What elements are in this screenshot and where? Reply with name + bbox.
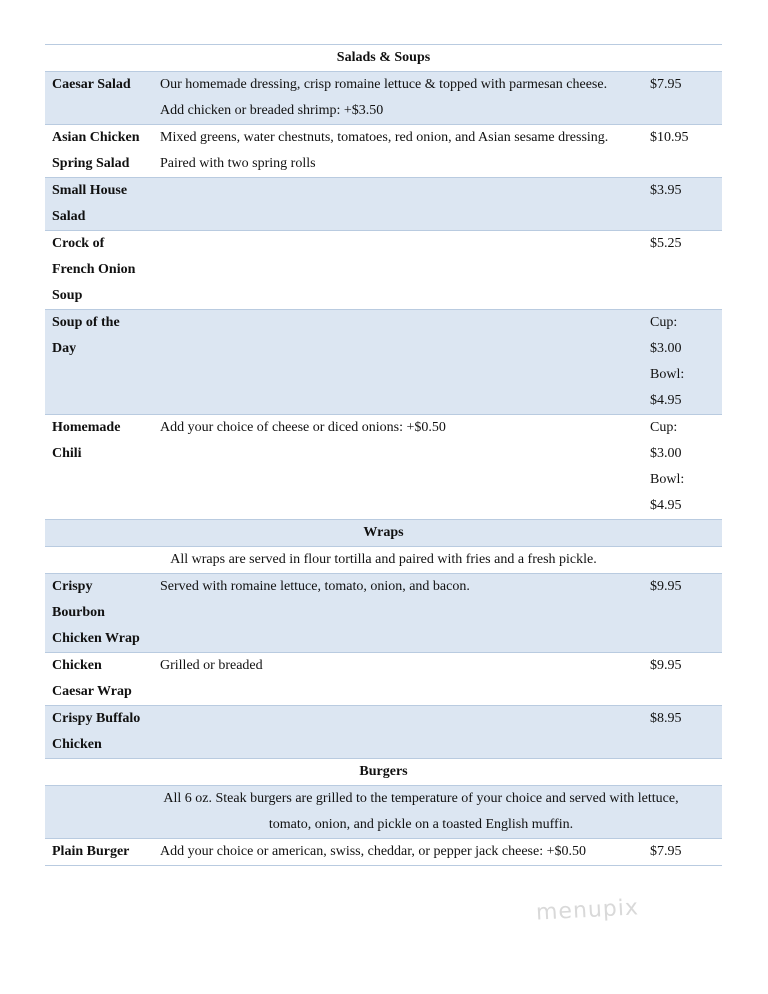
item-price: [643, 653, 722, 706]
price-line: $4.95: [650, 393, 682, 408]
price-line: $7.95: [650, 844, 682, 859]
price-line: $4.95: [650, 498, 682, 513]
item-price: [643, 178, 722, 231]
description-line: Add your choice of cheese or diced onions: +$0.50: [160, 420, 446, 435]
item-price: [643, 415, 722, 520]
price-line: Cup:: [650, 315, 678, 330]
item-description: [153, 125, 643, 178]
section-note: All wraps are served in flour tortilla and paired with fries and a fresh pickle.: [45, 547, 722, 574]
watermark: menupix: [535, 895, 640, 926]
menu-row: [45, 72, 722, 125]
menu-row: [45, 653, 722, 706]
item-description: [153, 574, 643, 653]
description-line: Add your choice or american, swiss, cheddar, or pepper jack cheese: +$0.50: [160, 844, 587, 859]
item-name: Plain Burger: [45, 839, 153, 866]
item-name: Caesar Salad: [45, 72, 153, 125]
item-price: [643, 125, 722, 178]
price-line: Bowl:: [650, 367, 685, 382]
description-line: Paired with two spring rolls: [160, 156, 316, 171]
menu-row: [45, 178, 722, 231]
menu-row: [45, 125, 722, 178]
description-line: Mixed greens, water chestnuts, tomatoes, red onion, and Asian sesame dressing.: [160, 130, 609, 145]
description-line: Grilled or breaded: [160, 658, 263, 673]
price-line: $5.25: [650, 236, 682, 251]
item-description: [153, 178, 643, 231]
menu-row: [45, 415, 722, 520]
price-line: $3.00: [650, 446, 682, 461]
menu-row: [45, 231, 722, 310]
note-spacer: [45, 786, 153, 839]
item-name: Soup of the Day: [45, 310, 153, 415]
section-header-salads: [45, 45, 722, 72]
item-name: Chicken Caesar Wrap: [45, 653, 153, 706]
menu-row: [45, 706, 722, 759]
price-line: $3.95: [650, 183, 682, 198]
section-note-row: [45, 786, 722, 839]
menu-row: [45, 310, 722, 415]
menu-table: [45, 44, 722, 866]
section-note: All 6 oz. Steak burgers are grilled to the temperature of your choice and served with lettuce, tomato, onion, and pickle on a toasted English muffin.: [153, 786, 722, 839]
price-line: $10.95: [650, 130, 689, 145]
description-line: Served with romaine lettuce, tomato, onion, and bacon.: [160, 579, 470, 594]
menu-row: [45, 574, 722, 653]
item-description: [153, 72, 643, 125]
item-price: [643, 231, 722, 310]
price-line: Cup:: [650, 420, 678, 435]
item-name: Crispy Buffalo Chicken: [45, 706, 153, 759]
section-title: Salads & Soups: [45, 45, 722, 72]
price-line: Bowl:: [650, 472, 685, 487]
price-line: $9.95: [650, 658, 682, 673]
item-description: [153, 415, 643, 520]
item-price: [643, 310, 722, 415]
item-name: Homemade Chili: [45, 415, 153, 520]
item-description: [153, 310, 643, 415]
section-title: Wraps: [45, 520, 722, 547]
item-name: Asian Chicken Spring Salad: [45, 125, 153, 178]
section-title: Burgers: [45, 759, 722, 786]
price-line: $9.95: [650, 579, 682, 594]
item-price: [643, 706, 722, 759]
price-line: $3.00: [650, 341, 682, 356]
item-price: [643, 574, 722, 653]
item-price: [643, 72, 722, 125]
item-name: Small House Salad: [45, 178, 153, 231]
menu-row: [45, 839, 722, 866]
item-price: [643, 839, 722, 866]
item-description: [153, 231, 643, 310]
item-description: [153, 839, 643, 866]
item-description: [153, 706, 643, 759]
description-line: Our homemade dressing, crisp romaine lettuce & topped with parmesan cheese.: [160, 77, 608, 92]
price-line: $7.95: [650, 77, 682, 92]
section-header-wraps: [45, 520, 722, 547]
description-line: Add chicken or breaded shrimp: +$3.50: [160, 103, 384, 118]
price-line: $8.95: [650, 711, 682, 726]
item-name: Crock of French Onion Soup: [45, 231, 153, 310]
section-note-row: [45, 547, 722, 574]
item-description: [153, 653, 643, 706]
section-header-burgers: [45, 759, 722, 786]
item-name: Crispy Bourbon Chicken Wrap: [45, 574, 153, 653]
